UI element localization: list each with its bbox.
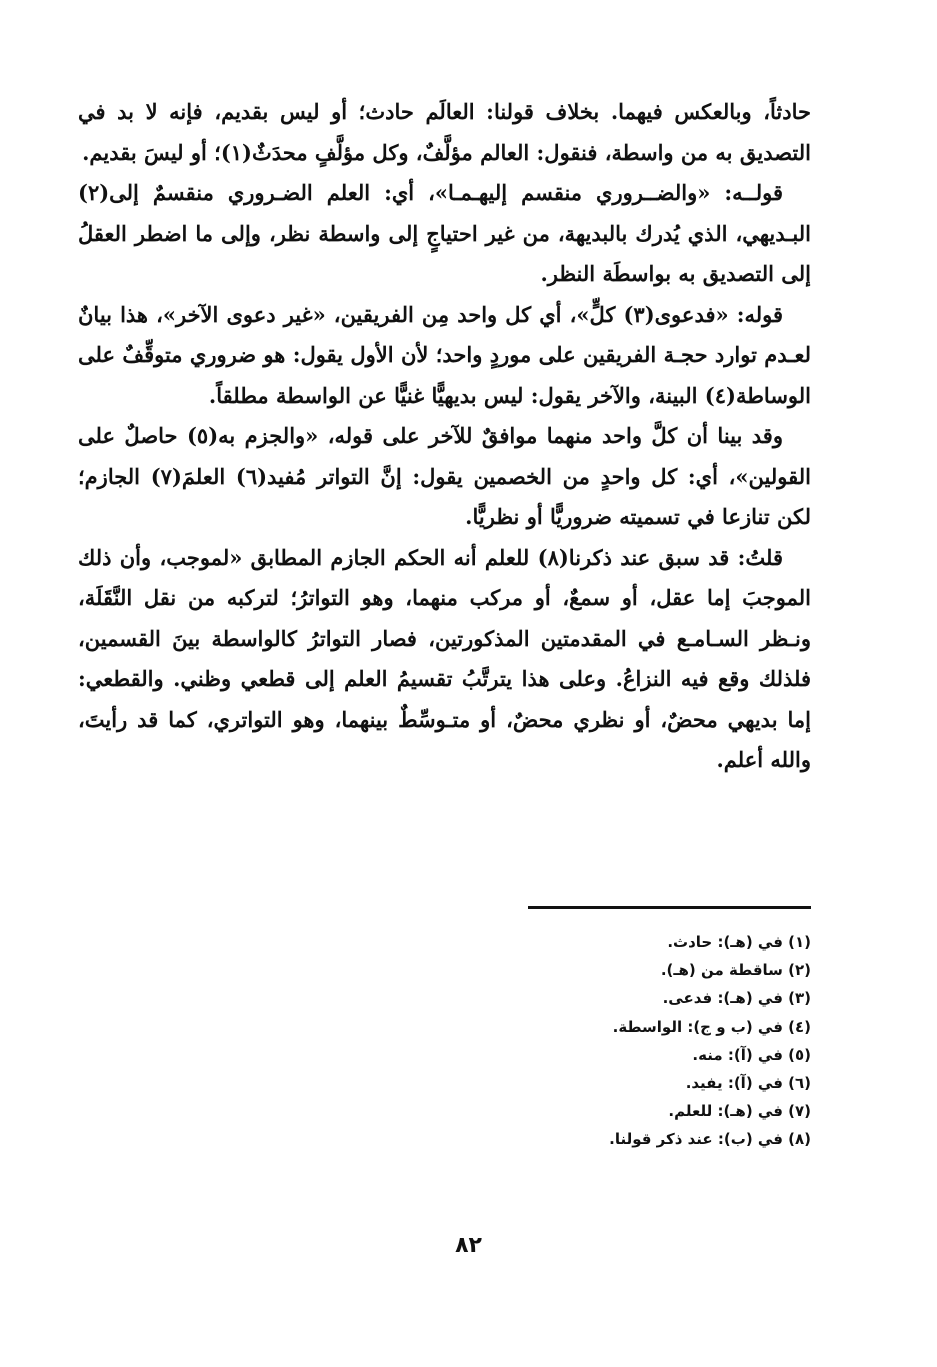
paragraph-5: قلتُ: قد سبق عند ذكرنا(٨) للعلم أنه الحكم الجازم المطابق «لموجب، وأن ذلك الموجبَ إما عقل، أو سمعٌ، أو مركب منهما، وهو التواترُ؛ لتركبه من نقل النَّقَلَة، ونـظر السـامـع في المقدمتين المذكورتين، فصار التواترُ كالواسطة بينَ القسمين، فلذلك وقع فيه النزاعُ. وعلى هذا يترتَّبُ تقسيمُ العلم إلى قطعي وظني. والقطعي: إما بديهي محضٌ، أو نظري محضٌ، أو متـوسِّطٌ بينهما، وهو التواتري، كما قد رأيتَ، والله أعلم. (78, 544, 811, 772)
paragraph-1: حادثاً، وبالعكس فيهما. بخلاف قولنا: العالَم حادث؛ أو ليس بقديم، فإنه لا بد في التصديق به من واسطة، فنقول: العالم مؤلَّفٌ، وكل مؤلَّفٍ محدَثٌ(١)؛ أو ليسَ بقديم. (78, 99, 811, 165)
footnote-4: (٤) في (ب و ج): الواسطة. (612, 1017, 811, 1036)
footnote-6: (٦) في (آ): يفيد. (685, 1074, 811, 1093)
footnote-7: (٧) في (هـ): للعلم. (668, 1102, 811, 1121)
main-text (78, 92, 811, 781)
footnote-2: (٢) ساقطة من (هـ). (660, 961, 811, 980)
footnote-8: (٨) في (ب): عند ذكر قولنا. (609, 1130, 811, 1149)
footnote-5: (٥) في (آ): منه. (692, 1045, 811, 1064)
paragraph-4: وقد بينا أن كلَّ واحد منهما موافقٌ للآخر على قوله، «والجزم به(٥) حاصلٌ على القولين»، أي: كل واحدٍ من الخصمين يقول: إنَّ التواتر مُفيد(٦) العلمَ(٧) الجازم؛ لكن تنازعا في تسميته ضروريًّا أو نظريًّا. (78, 423, 811, 529)
paragraph-2: قولــه: «والضــروري منقسم إليهـمـا»، أي: العلم الضـروري منقسمٌ إلى(٢) البـديهي، الذي يُدرك بالبديهة، من غير احتياجٍ إلى واسطة نظر، وإلى ما اضطر العقلُ إلى التصديق به بواسطَة النظر. (78, 180, 811, 286)
footnote-separator (528, 906, 811, 909)
page-number: ٨٢ (455, 1233, 482, 1258)
footnote-3: (٣) في (هـ): فدعى. (662, 989, 811, 1008)
footnotes (300, 928, 811, 1154)
paragraph-3: قوله: «فدعوى(٣) كلٍّ»، أي كل واحد مِن الفريقين، «غير دعوى الآخر»، هذا بيانٌ لعـدم توارد حجـة الفريقين على موردٍ واحد؛ لأن الأول يقول: هو ضروري متوقِّفٌ على الوساطة(٤) البينة، والآخر يقول: ليس بديهيًّا غنيًّا عن الواسطة مطلقاً. (78, 301, 811, 408)
footnote-1: (١) في (هـ): حادث. (667, 933, 811, 951)
